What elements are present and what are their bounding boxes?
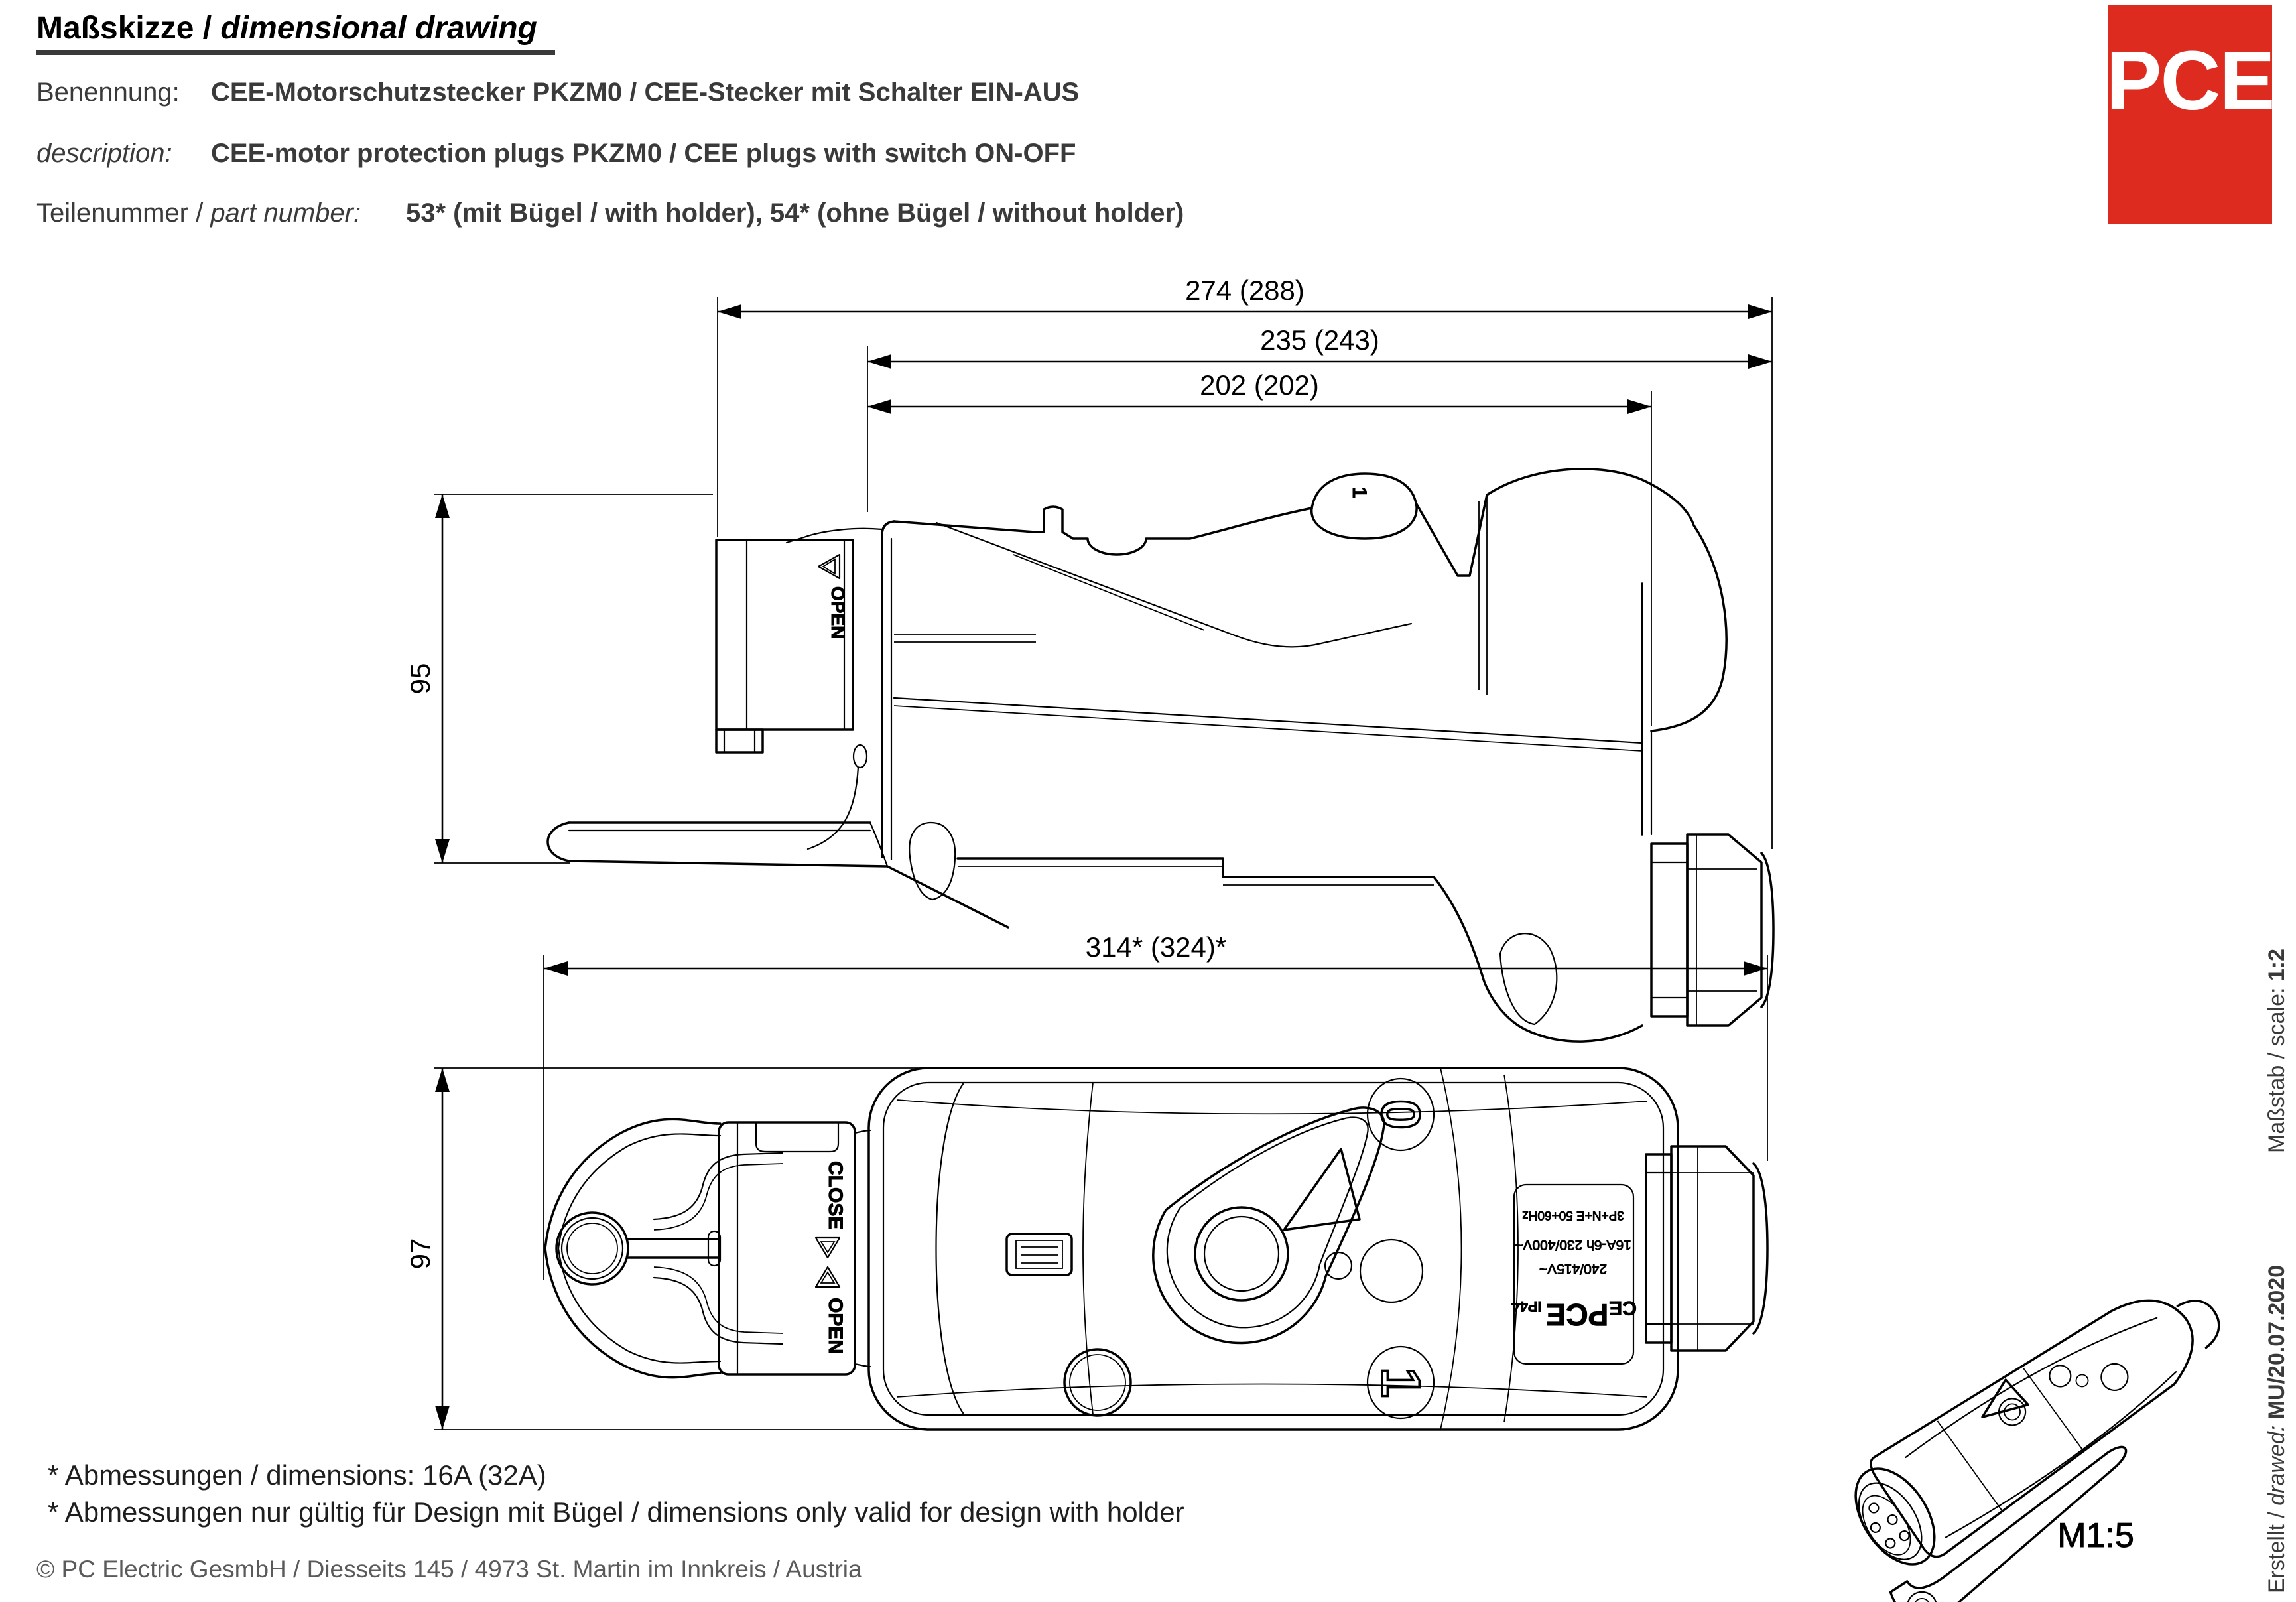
page-title-en: dimensional drawing <box>212 11 537 46</box>
switch-pos-side: 1 <box>1348 486 1370 498</box>
switch-arrow-icon <box>1284 1149 1360 1230</box>
gland-nut <box>1687 834 1761 1026</box>
detail-scale-label: M1:5 <box>2057 1516 2134 1555</box>
scale-value: 1:2 <box>2264 948 2289 982</box>
interlock-toggle <box>1007 1234 1072 1275</box>
dim-text-mid: 235 (243) <box>1260 324 1379 356</box>
cable-gland-side <box>1651 834 1773 1026</box>
cap-close-label: CLOSE <box>824 1161 846 1230</box>
arrowhead <box>544 961 568 976</box>
lid-pivot <box>854 745 867 768</box>
created-label-en: drawed: <box>2264 1425 2289 1506</box>
holder-side <box>548 823 1008 927</box>
dim-text-overall: 274 (288) <box>1185 275 1305 306</box>
description-value: CEE-motor protection plugs PKZM0 / CEE plugs with switch ON-OFF <box>211 139 1076 168</box>
plate-ce-mark: CE <box>1609 1297 1637 1319</box>
switch-position-0: 0 <box>1370 1099 1431 1130</box>
description-label: description: <box>36 139 172 168</box>
benennung-label: Benennung: <box>36 78 180 107</box>
part-number-label-de: Teilenummer / <box>36 198 211 228</box>
arrowhead <box>435 839 450 863</box>
dim-text-length: 314* (324)* <box>1085 931 1227 963</box>
plug-body-side <box>787 469 1726 1041</box>
body-rear-hump <box>1487 469 1694 525</box>
created-value: MU/20.07.2020 <box>2264 1264 2289 1426</box>
title-block-vertical <box>2264 949 2289 1593</box>
arrowhead <box>1744 961 1767 976</box>
part-number-label <box>36 198 361 228</box>
plate-brand: PCE <box>1545 1298 1609 1332</box>
top-view-dimension-labels <box>405 931 1226 1269</box>
dim-text-body: 202 (202) <box>1200 369 1319 401</box>
created-label-de: Erstellt / <box>2264 1505 2289 1593</box>
switch-button-side <box>1312 474 1417 539</box>
arrowhead <box>435 1068 450 1092</box>
detail-switch-triangle <box>1972 1377 2028 1430</box>
copyright-text: PC Electric GesmbH / Diesseits 145 / 4973 St. Martin im Innkreis / Austria <box>54 1556 862 1583</box>
footnotes <box>36 1459 1184 1583</box>
part-number-value: 53* (mit Bügel / with holder), 54* (ohne Bügel / without holder) <box>406 198 1184 228</box>
footnote-1: * Abmessungen / dimensions: 16A (32A) <box>48 1459 546 1491</box>
gland-nut <box>1671 1146 1754 1351</box>
scale-label: Maßstab / scale: <box>2264 981 2289 1153</box>
side-view-dimensions <box>434 297 1772 863</box>
arrowhead <box>718 304 741 319</box>
gland-collar <box>1646 1154 1671 1343</box>
page-title <box>36 11 537 46</box>
arrowhead <box>867 354 891 369</box>
arrowhead <box>435 494 450 518</box>
arrowhead <box>1627 399 1651 414</box>
plate-ip-rating: IP44 <box>1511 1298 1542 1315</box>
detail-3d-view <box>1822 1258 2272 1602</box>
top-view-dimensions <box>434 955 1767 1430</box>
title-underline <box>36 50 555 55</box>
arrowhead <box>1748 354 1772 369</box>
scale-text <box>2264 949 2289 1153</box>
switch-position-1: 1 <box>1370 1367 1431 1398</box>
gland-collar <box>1651 844 1687 1016</box>
switch-hub <box>1195 1207 1288 1300</box>
holder-shaft <box>628 1239 719 1258</box>
open-triangle-icon <box>816 1267 840 1287</box>
close-triangle-icon <box>816 1238 840 1258</box>
cap-open-label: OPEN <box>824 1298 846 1355</box>
rear-foot-clip <box>1500 933 1557 1024</box>
dim-text-height: 95 <box>405 663 436 695</box>
lid-lanyard <box>808 768 858 849</box>
switch-handle <box>1153 1108 1384 1343</box>
lid-open-label: OPEN <box>828 586 848 639</box>
pce-logo <box>2106 5 2273 224</box>
gland-dome <box>1754 1164 1767 1333</box>
dim-text-height: 97 <box>405 1238 436 1270</box>
rotary-switch <box>1007 1079 1434 1418</box>
arrowhead <box>1748 304 1772 319</box>
detail-body <box>1866 1274 2222 1562</box>
part-number-label-en: part number: <box>210 198 361 228</box>
pce-logo-text: PCE <box>2106 34 2274 127</box>
created-by-text <box>2264 1265 2289 1593</box>
header <box>36 5 2274 228</box>
copyright-line <box>36 1556 862 1583</box>
rating-plate-text <box>1511 1208 1637 1332</box>
plate-line2: 16A-6h 230/400V~ <box>1515 1237 1631 1252</box>
plate-line1: 3P+N+E 50+60Hz <box>1522 1208 1624 1222</box>
arrowhead <box>867 399 891 414</box>
body-notch <box>1417 495 1487 576</box>
cable-gland-top <box>1646 1146 1767 1351</box>
arrowhead <box>435 1406 450 1430</box>
plate-line3: 240/415V~ <box>1539 1261 1608 1276</box>
lid-triangle-icon <box>818 555 840 578</box>
copyright-icon: © <box>36 1556 55 1583</box>
page-title-de: Maßskizze / <box>36 11 212 46</box>
footnote-2: * Abmessungen nur gültig für Design mit Bügel / dimensions only valid for design with holder <box>48 1497 1184 1528</box>
benennung-value: CEE-Motorschutzstecker PKZM0 / CEE-Stecker mit Schalter EIN-AUS <box>211 78 1080 107</box>
top-view-drawing <box>545 1068 1767 1430</box>
screw-boss <box>1064 1349 1131 1416</box>
body-parting-line <box>894 698 1642 743</box>
